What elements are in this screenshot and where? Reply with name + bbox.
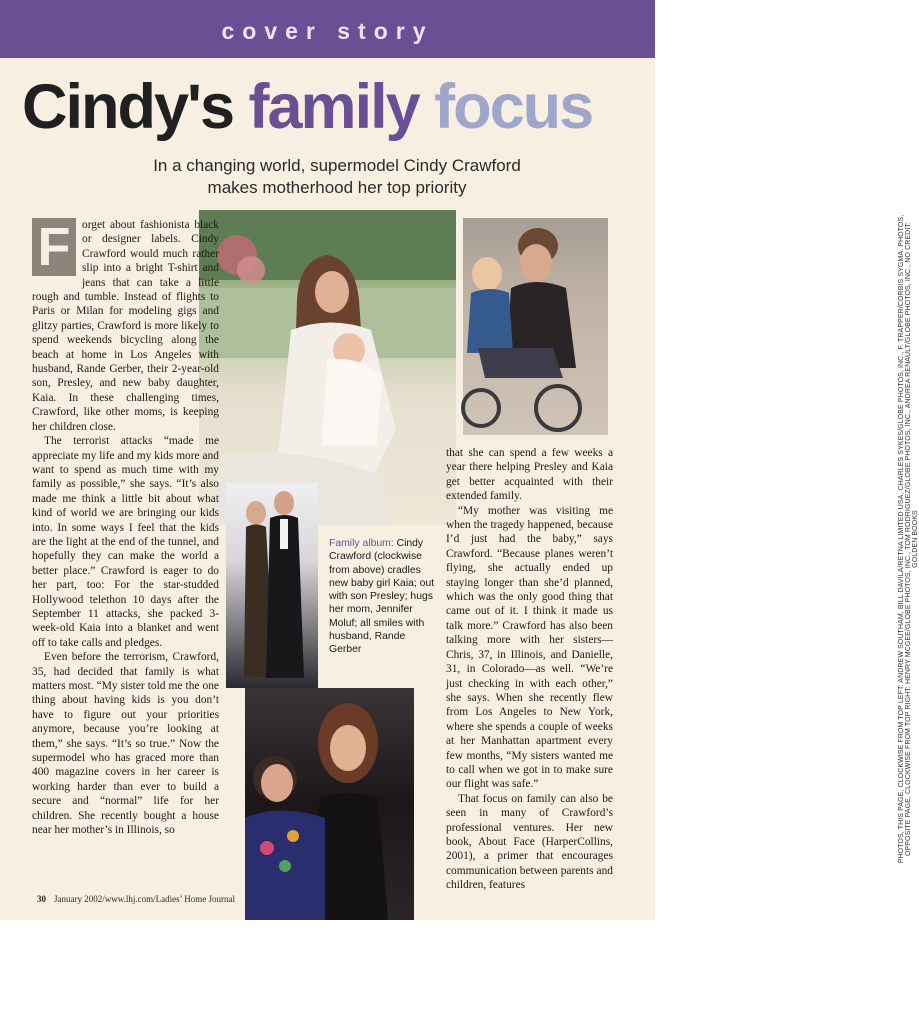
section-label: cover story (221, 18, 434, 44)
paragraph-2: The terrorist attacks “made me appreciate my life and my kids more and want to spend as much time with my family as possible,” she says. “It’s also made me think a little bit about what kind of world we are bringing our kids into. In some ways I feel that the kids are the light at the end of the tunnel, and hopefully they can make the world a better place.” Crawford is eager to do her part, too: For the star-studded Hollywood telethon 10 days after the September 11 attacks, she packed 3-week-old Kaia into a blanket and went off to take calls and pledges. (32, 435, 219, 649)
deck-line-2: makes motherhood her top priority (207, 178, 467, 197)
photo-cindy-with-presley (463, 218, 608, 435)
photo-1-illustration (199, 210, 456, 525)
drop-cap: F (32, 218, 76, 276)
issue-line: January 2002/www.lhj.com/Ladies’ Home Journal (54, 894, 235, 904)
paragraph-3: Even before the terrorism, Crawford, 35, had decided that family is what matters most. “My sister told me the one thing about having kids is you don’t have to figure out your priorities anymore, because you’re looking at them,” she says. “It’s so true.” Now the supermodel who has graced more than 400 magazine covers in her career is working harder than ever to build a secure and “normal” life for her children. She recently bought a house near her mother’s in Illinois, so (32, 651, 219, 837)
photo-cindy-cradling-kaia (199, 210, 456, 525)
photo-2-illustration (463, 218, 608, 435)
col3-paragraph-3: That focus on family can also be seen in many of Crawford’s professional ventures. Her new book, About Face (HarperCollins, 2001), a primer that encourages communication between parents and children, features (446, 792, 613, 892)
photo-4-illustration (245, 688, 414, 920)
photo-credits: PHOTOS, THIS PAGE, CLOCKWISE FROM TOP LEFT: ANDREW SOUTHAM, BILL DAVILA/RETNA LIMITED USA, CHARLES SYKES/GLOBE PHOTOS, INC., F. TRAPPER/CORBIS SYGMA. PHOTOS, OPPOSITE PAGE, CLOCKWISE FROM TOP RIGHT: HENRY MCGEE/GLOBE PHOTOS, INC., TOM RODRIGUEZ/GLOBE PHOTOS, INC., ANDREA RENAULT/GLOBE PHOTOS, INC., NO CREDIT: GOLDEN BOOKS (898, 214, 919, 864)
headline (22, 72, 593, 142)
deck (72, 155, 602, 199)
article-column-3 (446, 446, 613, 893)
page-number: 30 (37, 894, 46, 904)
caption-text: Cindy Crawford (clockwise from above) cradles new baby girl Kaia; out with son Presley; hugs her mom, Jennifer Moluf; all smiles with husband, Rande Gerber (329, 538, 435, 656)
headline-part-3: focus (434, 72, 593, 142)
page-footer (37, 894, 235, 904)
caption-heading: Family album: (329, 538, 394, 549)
deck-line-1: In a changing world, supermodel Cindy Crawford (153, 156, 521, 175)
photo-cindy-and-rande (226, 483, 318, 688)
col3-paragraph-1: that she can spend a few weeks a year there helping Presley and Kaia get better acquainted with their extended family. (446, 447, 613, 503)
headline-part-1: Cindy's (22, 72, 249, 142)
photo-3-illustration (226, 483, 318, 688)
photo-cindy-and-mother (245, 688, 414, 920)
photo-caption (329, 537, 439, 657)
col3-paragraph-2: “My mother was visiting me when the tragedy happened, because I’d just had the baby,” says Crawford. “Because planes weren’t flying, she actually ended up staying longer than she’d planned, which was the only good thing that came out of it. I think it made us talk more.” Crawford has also been talking more with her sisters—Chris, 37, in Illinois, and Danielle, 31, in Colorado—as well. “We’re just checking in with each other,” she says. When she recently flew from Los Angeles to New York, where she spends a couple of weeks at her Manhattan apartment every few months, “My sisters wanted me to call when we got in to make sure our flight was safe.” (446, 504, 613, 791)
intro-paragraph: orget about fashionista black or designer labels. Cindy Crawford would much rather slip into a bright T-shirt and jeans that can take a little rough and tumble. Instead of flights to Paris or Milan for modeling gigs and glitzy parties, Crawford is more likely to spend weekends bicycling along the beach at home in Los Angeles with husband, Rande Gerber, their 2-year-old son, Presley, and new baby daughter, Kaia. In these challenging times, Crawford, like other moms, is keeping her children close. (32, 219, 219, 433)
headline-part-2: family (248, 72, 435, 142)
article-column-1 (32, 218, 219, 837)
section-band (0, 0, 655, 58)
